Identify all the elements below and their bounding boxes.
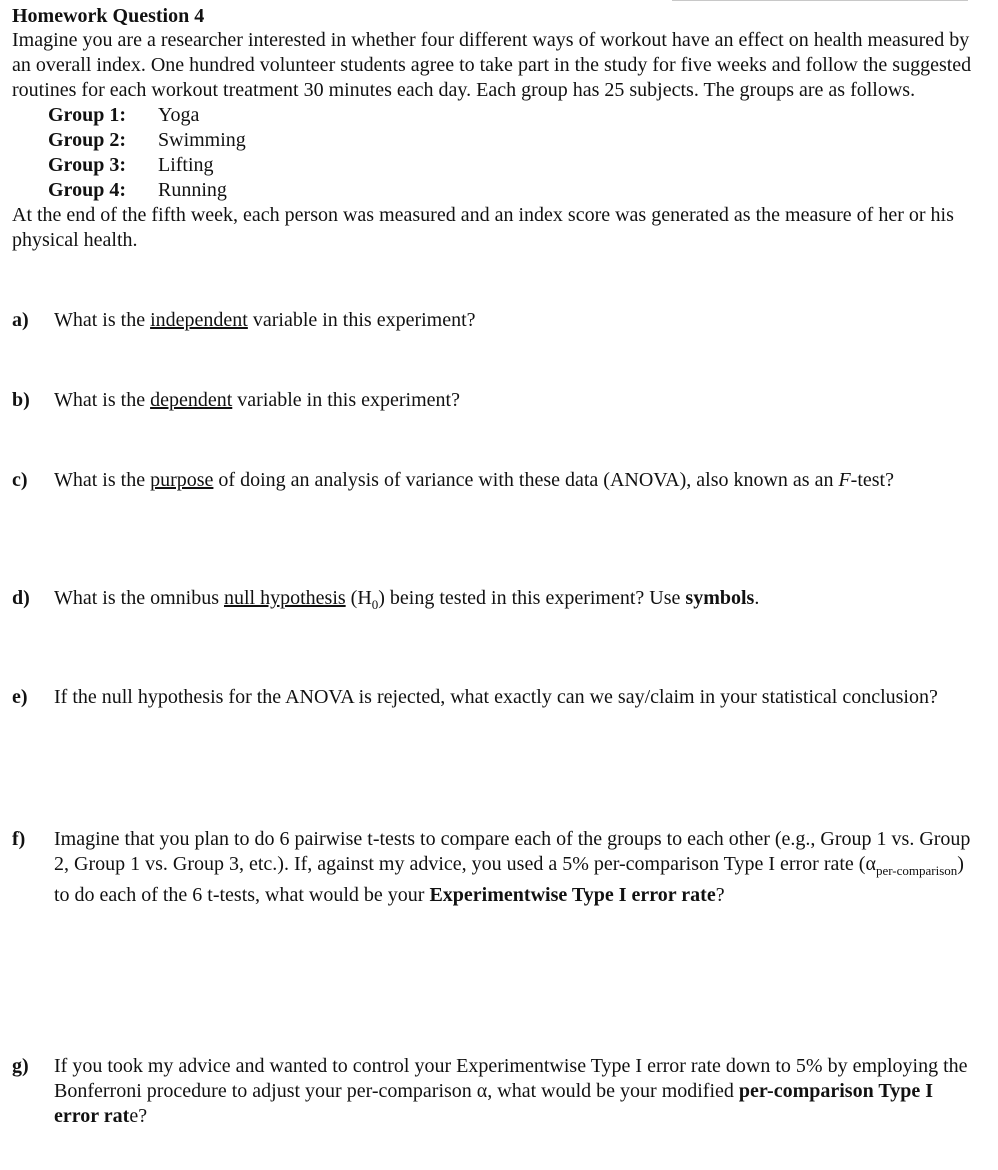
after-groups-paragraph: At the end of the fifth week, each person was measured and an index score was generated as the measure of her or his physical health. (12, 204, 954, 251)
group-label: Group 2: (48, 129, 126, 151)
group-name: Swimming (158, 129, 246, 151)
question-text (54, 586, 972, 617)
question-a (12, 308, 972, 333)
document (12, 4, 972, 1127)
text-run: -test? (850, 469, 894, 491)
group-label: Group 3: (48, 154, 126, 176)
text-run: What is the (54, 309, 151, 331)
group-name: Lifting (158, 154, 214, 176)
question-text (54, 1054, 972, 1129)
bold-term: Experimentwise Type I error rate (429, 884, 716, 906)
text-run: ) to do each of the 6 t-tests, what would be your (54, 853, 964, 906)
f-symbol: F (838, 469, 851, 491)
text-run: What is the omnibus (54, 587, 224, 609)
question-letter: c) (12, 469, 28, 491)
group-item (48, 178, 972, 203)
question-letter: f) (12, 828, 26, 850)
text-run: ) being tested in this experiment? Use (378, 587, 686, 609)
text-run: of doing an analysis of variance with these data (ANOVA), also known as an (213, 469, 839, 491)
question-d (12, 586, 972, 617)
subscript: per-comparison (875, 863, 958, 878)
text-run: e? (129, 1105, 148, 1127)
text-run: . (754, 587, 760, 609)
question-text (54, 827, 972, 908)
group-item (48, 153, 972, 178)
key-term: null hypothesis (223, 587, 346, 609)
group-name: Running (158, 179, 227, 201)
group-label: Group 4: (48, 179, 126, 201)
question-letter: e) (12, 686, 28, 708)
group-name: Yoga (158, 104, 200, 126)
group-list (48, 103, 972, 203)
bold-term: per-comparison Type I error rat (54, 1080, 933, 1127)
text-run: (H (345, 587, 372, 609)
question-b (12, 388, 972, 413)
key-term: independent (150, 309, 248, 331)
text-run: variable in this experiment? (247, 309, 476, 331)
group-item (48, 103, 972, 128)
text-run: ? (715, 884, 725, 906)
question-e (12, 685, 972, 710)
text-run: variable in this experiment? (232, 389, 460, 411)
text-run: What is the (54, 469, 151, 491)
question-text: If the null hypothesis for the ANOVA is rejected, what exactly can we say/claim in your statistical conclusion? (54, 686, 938, 708)
page-title: Homework Question 4 (12, 5, 205, 27)
question-letter: b) (12, 389, 30, 411)
alpha-symbol: α (865, 853, 876, 875)
question-letter: d) (12, 587, 30, 609)
question-letter: a) (12, 309, 29, 331)
top-rule (672, 0, 968, 1)
key-term: purpose (150, 469, 214, 491)
text-run: What is the (54, 389, 151, 411)
subscript: 0 (371, 597, 379, 612)
intro-paragraph: Imagine you are a researcher interested in whether four different ways of workout have an effect on health measured by an overall index. One hundred volunteer students agree to take part in the study for five weeks and follow the suggested routines for each workout treatment 30 minutes each day. Each group has 25 subjects. The groups are as follows. (12, 29, 972, 101)
text-run: Imagine that you plan to do 6 pairwise t-tests to compare each of the groups to each other (e.g., Group 1 vs. Group 2, Group 1 vs. Group 3, etc.). If, against my advice, you used a 5% per-comparison Type I error rate ( (54, 828, 971, 875)
question-f (12, 827, 972, 908)
question-letter: g) (12, 1055, 29, 1077)
question-text (54, 388, 972, 413)
question-text (54, 308, 972, 333)
key-term: dependent (150, 389, 233, 411)
question-c (12, 468, 972, 493)
group-label: Group 1: (48, 104, 126, 126)
bold-term: symbols (685, 587, 755, 609)
question-text (54, 468, 972, 493)
group-item (48, 128, 972, 153)
text-run: If you took my advice and wanted to control your Experimentwise Type I error rate down to 5% by employing the Bonferroni procedure to adjust your per-comparison α, what would be your modified (54, 1055, 968, 1102)
question-g (12, 1054, 972, 1129)
